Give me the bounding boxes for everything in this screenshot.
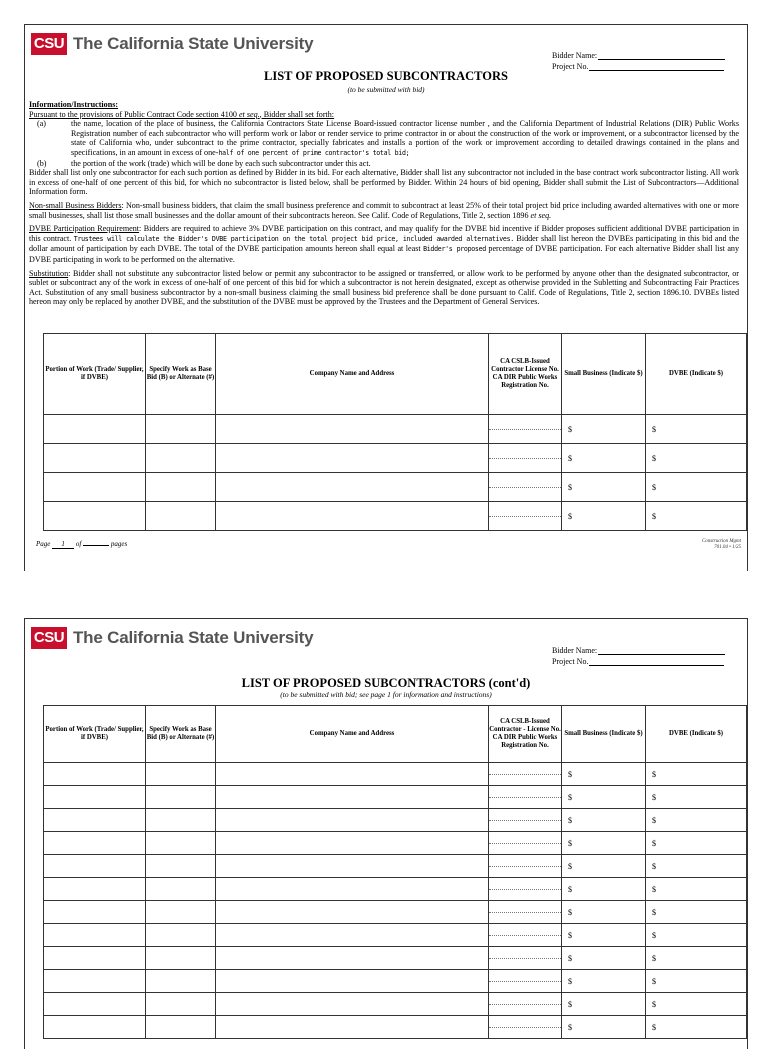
dvbe-cell[interactable] bbox=[646, 993, 747, 1016]
dvbe-cell[interactable] bbox=[646, 763, 747, 786]
page-subtitle: (to be submitted with bid; see page 1 for information and instructions) bbox=[280, 690, 492, 699]
portion-of-work-cell[interactable] bbox=[44, 993, 146, 1016]
specify-work-cell[interactable] bbox=[146, 855, 216, 878]
license-dir-cell[interactable] bbox=[489, 901, 562, 924]
license-dir-divider bbox=[489, 958, 561, 959]
license-dir-divider bbox=[489, 820, 561, 821]
portion-of-work-cell[interactable] bbox=[44, 473, 146, 502]
header-company: Company Name and Address bbox=[216, 334, 489, 415]
currency-symbol: $ bbox=[568, 953, 572, 963]
license-dir-cell[interactable] bbox=[489, 415, 562, 444]
page-counter: Page 1 of pages bbox=[36, 540, 128, 548]
portion-of-work-cell[interactable] bbox=[44, 924, 146, 947]
dvbe-paragraph: DVBE Participation Requirement: Bidders are required to achieve 3% DVBE participation on this contract, and may qualify for the DVBE bid incentive if Bidder proposes sufficient additional DVBE participation in this contract. Trustees will calculate the Bidder's DVBE participation on the total project bid price, included awarded alternatives. Bidder shall list hereon the DVBEs participating in this bid and the dollar amount of participation by each DVBE. The total of the DVBE participation amounts hereon shall equal at least Bidder's proposed percentage of DVBE participation. For each alternative Bidder shall list any DVBE participating in work to be performed on the alternative. bbox=[29, 224, 740, 264]
license-dir-divider bbox=[489, 843, 561, 844]
currency-symbol: $ bbox=[652, 861, 656, 871]
currency-symbol: $ bbox=[568, 976, 572, 986]
company-cell[interactable] bbox=[216, 502, 489, 531]
dvbe-cell[interactable] bbox=[646, 924, 747, 947]
currency-symbol: $ bbox=[568, 792, 572, 802]
portion-of-work-cell[interactable] bbox=[44, 970, 146, 993]
small-business-cell[interactable] bbox=[562, 809, 646, 832]
small-business-cell[interactable] bbox=[562, 993, 646, 1016]
dvbe-cell[interactable] bbox=[646, 473, 747, 502]
company-cell[interactable] bbox=[216, 415, 489, 444]
header-specify-work: Specify Work as Base Bid (B) or Alternate (#) bbox=[146, 334, 216, 415]
specify-work-cell[interactable] bbox=[146, 444, 216, 473]
portion-of-work-cell[interactable] bbox=[44, 878, 146, 901]
small-business-cell[interactable] bbox=[562, 832, 646, 855]
license-dir-cell[interactable] bbox=[489, 855, 562, 878]
form-page-1 bbox=[24, 24, 748, 572]
dvbe-cell[interactable] bbox=[646, 901, 747, 924]
company-cell[interactable] bbox=[216, 855, 489, 878]
small-business-cell[interactable] bbox=[562, 947, 646, 970]
currency-symbol: $ bbox=[652, 792, 656, 802]
instruction-item-b: (b) the portion of the work (trade) which will be done by each such subcontractor under this act. bbox=[37, 158, 371, 168]
license-dir-divider bbox=[489, 458, 561, 459]
specify-work-cell[interactable] bbox=[146, 901, 216, 924]
small-business-cell[interactable] bbox=[562, 855, 646, 878]
table-row bbox=[44, 832, 747, 855]
bidder-info bbox=[552, 644, 725, 666]
currency-symbol: $ bbox=[652, 482, 656, 492]
csu-logo-text: The California State University bbox=[73, 628, 314, 647]
table-row bbox=[44, 1016, 747, 1039]
bidder-name-field[interactable] bbox=[598, 51, 725, 60]
license-dir-cell[interactable] bbox=[489, 947, 562, 970]
license-dir-cell[interactable] bbox=[489, 832, 562, 855]
currency-symbol: $ bbox=[568, 482, 572, 492]
currency-symbol: $ bbox=[568, 907, 572, 917]
portion-of-work-cell[interactable] bbox=[44, 1016, 146, 1039]
portion-of-work-cell[interactable] bbox=[44, 502, 146, 531]
instructions-block bbox=[29, 100, 739, 307]
substitution-paragraph: Substitution: Bidder shall not substitute any subcontractor listed below or permit any subcontractor to be assigned or transferred, or allow work to be performed by anyone other than the designated subcontractor, or sublet or subcontract any of the work in excess of one-half of one percent of this bid for which a subcontractor is not herein designated, except as otherwise provided in the Subletting and Subcontracting Fair Practices Act. Substitution of any small business subcontractor by a non-small business claiming the small business bid preference shall be done pursuant to Calif. Code of Regulations, Title 2, section 1896.10. DVBEs listed hereon may only be replaced by another DVBE, and the substitution of the DVBE must be approved by the Trustees and the Department of General Services. bbox=[29, 268, 739, 307]
specify-work-cell[interactable] bbox=[146, 809, 216, 832]
company-cell[interactable] bbox=[216, 878, 489, 901]
license-dir-divider bbox=[489, 797, 561, 798]
currency-symbol: $ bbox=[652, 884, 656, 894]
currency-symbol: $ bbox=[568, 511, 572, 521]
page-subtitle: (to be submitted with bid) bbox=[347, 85, 425, 94]
header-dvbe: DVBE (Indicate $) bbox=[646, 334, 747, 415]
company-cell[interactable] bbox=[216, 924, 489, 947]
bidder-info bbox=[552, 49, 725, 71]
bidder-name-label: Bidder Name: bbox=[552, 51, 598, 60]
total-pages-field[interactable] bbox=[83, 545, 109, 546]
project-no-label: Project No. bbox=[552, 657, 589, 666]
dvbe-cell[interactable] bbox=[646, 1016, 747, 1039]
subcontractor-table-page-1 bbox=[43, 333, 747, 531]
table-row bbox=[44, 415, 747, 444]
currency-symbol: $ bbox=[652, 838, 656, 848]
currency-symbol: $ bbox=[568, 453, 572, 463]
license-dir-cell[interactable] bbox=[489, 444, 562, 473]
dvbe-cell[interactable] bbox=[646, 809, 747, 832]
small-business-cell[interactable] bbox=[562, 763, 646, 786]
dvbe-cell[interactable] bbox=[646, 855, 747, 878]
specify-work-cell[interactable] bbox=[146, 786, 216, 809]
small-business-cell[interactable] bbox=[562, 924, 646, 947]
currency-symbol: $ bbox=[568, 1022, 572, 1032]
bidder-name-label: Bidder Name: bbox=[552, 646, 598, 655]
specify-work-cell[interactable] bbox=[146, 878, 216, 901]
currency-symbol: $ bbox=[568, 999, 572, 1009]
currency-symbol: $ bbox=[652, 999, 656, 1009]
header-license-dir: CA CSLB-Issued Contractor - License No. CA DIR Public Works Registration No. bbox=[489, 706, 562, 763]
header-license-dir: CA CSLB-Issued Contractor License No. CA DIR Public Works Registration No. bbox=[489, 334, 562, 415]
currency-symbol: $ bbox=[568, 884, 572, 894]
currency-symbol: $ bbox=[652, 953, 656, 963]
company-cell[interactable] bbox=[216, 763, 489, 786]
header-small-business: Small Business (Indicate $) bbox=[562, 706, 646, 763]
subcontractor-table-page-2 bbox=[43, 705, 747, 1039]
small-business-cell[interactable] bbox=[562, 901, 646, 924]
currency-symbol: $ bbox=[652, 769, 656, 779]
company-cell[interactable] bbox=[216, 444, 489, 473]
license-dir-divider bbox=[489, 429, 561, 430]
header-portion-of-work: Portion of Work (Trade/ Supplier, if DVBE) bbox=[44, 706, 146, 763]
page-title: LIST OF PROPOSED SUBCONTRACTORS (cont'd) bbox=[241, 676, 531, 690]
portion-of-work-cell[interactable] bbox=[44, 809, 146, 832]
dvbe-cell[interactable] bbox=[646, 786, 747, 809]
table-row bbox=[44, 970, 747, 993]
table-row bbox=[44, 444, 747, 473]
small-business-cell[interactable] bbox=[562, 878, 646, 901]
license-dir-cell[interactable] bbox=[489, 473, 562, 502]
currency-symbol: $ bbox=[568, 861, 572, 871]
specify-work-cell[interactable] bbox=[146, 993, 216, 1016]
bidder-name-field[interactable] bbox=[598, 646, 725, 655]
license-dir-cell[interactable] bbox=[489, 809, 562, 832]
table-row bbox=[44, 786, 747, 809]
currency-symbol: $ bbox=[652, 907, 656, 917]
table-body-page-2 bbox=[44, 763, 747, 1039]
csu-logo-text: The California State University bbox=[73, 34, 314, 53]
license-dir-divider bbox=[489, 866, 561, 867]
portion-of-work-cell[interactable] bbox=[44, 786, 146, 809]
csu-logo-mark: CSU bbox=[31, 627, 67, 649]
company-cell[interactable] bbox=[216, 947, 489, 970]
license-dir-divider bbox=[489, 516, 561, 517]
dvbe-cell[interactable] bbox=[646, 415, 747, 444]
csu-logo-mark: CSU bbox=[31, 33, 67, 55]
page-gap bbox=[0, 571, 768, 617]
table-row bbox=[44, 993, 747, 1016]
table-row bbox=[44, 502, 747, 531]
specify-work-cell[interactable] bbox=[146, 947, 216, 970]
small-business-cell[interactable] bbox=[562, 1016, 646, 1039]
license-dir-divider bbox=[489, 935, 561, 936]
small-business-cell[interactable] bbox=[562, 415, 646, 444]
company-cell[interactable] bbox=[216, 1016, 489, 1039]
license-dir-divider bbox=[489, 981, 561, 982]
currency-symbol: $ bbox=[568, 424, 572, 434]
currency-symbol: $ bbox=[652, 424, 656, 434]
specify-work-cell[interactable] bbox=[146, 832, 216, 855]
small-business-cell[interactable] bbox=[562, 786, 646, 809]
license-dir-divider bbox=[489, 1004, 561, 1005]
company-cell[interactable] bbox=[216, 809, 489, 832]
small-business-cell[interactable] bbox=[562, 970, 646, 993]
portion-of-work-cell[interactable] bbox=[44, 415, 146, 444]
license-dir-cell[interactable] bbox=[489, 878, 562, 901]
license-dir-divider bbox=[489, 912, 561, 913]
form-reference: Construction Mgmt 701.04 • 1/25 bbox=[701, 539, 741, 550]
currency-symbol: $ bbox=[568, 930, 572, 940]
header-small-business: Small Business (Indicate $) bbox=[562, 334, 646, 415]
table-row bbox=[44, 878, 747, 901]
instruction-item-a: (a) the name, location of the place of business, the California Contractors State License Board-issued contractor license number , and the California Department of Industrial Relations (DIR) Public Works Registration number of each subcontractor who will perform work or labor or render service to prime contractor in or about the construction of the work or improvement, or a subcontractor licensed by the state of California who, under subcontract to the prime contractor, specially fabricates and installs a portion of the work or improvement according to detailed drawings contained in the plans and specifications, in an amount in excess of one-half of one percent of prime contractor's total bid; bbox=[37, 119, 739, 157]
portion-of-work-cell[interactable] bbox=[44, 901, 146, 924]
small-business-cell[interactable] bbox=[562, 502, 646, 531]
specify-work-cell[interactable] bbox=[146, 924, 216, 947]
currency-symbol: $ bbox=[652, 511, 656, 521]
company-cell[interactable] bbox=[216, 473, 489, 502]
license-dir-cell[interactable] bbox=[489, 1016, 562, 1039]
currency-symbol: $ bbox=[568, 815, 572, 825]
license-dir-cell[interactable] bbox=[489, 993, 562, 1016]
currency-symbol: $ bbox=[652, 1022, 656, 1032]
portion-of-work-cell[interactable] bbox=[44, 444, 146, 473]
currency-symbol: $ bbox=[652, 976, 656, 986]
license-dir-cell[interactable] bbox=[489, 970, 562, 993]
company-cell[interactable] bbox=[216, 786, 489, 809]
specify-work-cell[interactable] bbox=[146, 415, 216, 444]
page-number[interactable]: 1 bbox=[52, 540, 74, 549]
header-portion-of-work: Portion of Work (Trade/ Supplier, if DVBE) bbox=[44, 334, 146, 415]
company-cell[interactable] bbox=[216, 993, 489, 1016]
currency-symbol: $ bbox=[568, 838, 572, 848]
license-dir-cell[interactable] bbox=[489, 763, 562, 786]
specify-work-cell[interactable] bbox=[146, 1016, 216, 1039]
portion-of-work-cell[interactable] bbox=[44, 763, 146, 786]
table-row bbox=[44, 924, 747, 947]
license-dir-divider bbox=[489, 487, 561, 488]
table-row bbox=[44, 855, 747, 878]
license-dir-cell[interactable] bbox=[489, 502, 562, 531]
header-dvbe: DVBE (Indicate $) bbox=[646, 706, 747, 763]
license-dir-cell[interactable] bbox=[489, 786, 562, 809]
specify-work-cell[interactable] bbox=[146, 970, 216, 993]
specify-work-cell[interactable] bbox=[146, 473, 216, 502]
dvbe-cell[interactable] bbox=[646, 444, 747, 473]
project-no-field[interactable] bbox=[589, 657, 724, 666]
license-dir-cell[interactable] bbox=[489, 924, 562, 947]
listing-paragraph: Bidder shall list only one subcontractor for each such portion as defined by Bidder in its bid. For each alternative, Bidder shall list any subcontractor not included in the base contract work subcontractor listing. All work in excess of one-half of one percent of this bid, for which no subcontractor is listed below, shall be performed by Bidder. Within 24 hours of bid opening, Bidder shall submit the List of Subcontractors—Additional Information form. bbox=[29, 168, 739, 197]
small-business-cell[interactable] bbox=[562, 444, 646, 473]
currency-symbol: $ bbox=[652, 930, 656, 940]
license-dir-divider bbox=[489, 889, 561, 890]
company-cell[interactable] bbox=[216, 901, 489, 924]
currency-symbol: $ bbox=[652, 815, 656, 825]
dvbe-cell[interactable] bbox=[646, 502, 747, 531]
csu-logo bbox=[31, 33, 313, 55]
dvbe-cell[interactable] bbox=[646, 970, 747, 993]
currency-symbol: $ bbox=[568, 769, 572, 779]
table-row bbox=[44, 901, 747, 924]
header-specify-work: Specify Work as Base Bid (B) or Alternate (#) bbox=[146, 706, 216, 763]
header-company: Company Name and Address bbox=[216, 706, 489, 763]
project-no-label: Project No. bbox=[552, 62, 589, 71]
instructions-heading: Information/Instructions: bbox=[29, 100, 119, 109]
company-cell[interactable] bbox=[216, 832, 489, 855]
table-row bbox=[44, 763, 747, 786]
dvbe-cell[interactable] bbox=[646, 832, 747, 855]
portion-of-work-cell[interactable] bbox=[44, 832, 146, 855]
portion-of-work-cell[interactable] bbox=[44, 947, 146, 970]
table-row bbox=[44, 473, 747, 502]
form-page-2 bbox=[24, 618, 748, 1049]
specify-work-cell[interactable] bbox=[146, 763, 216, 786]
small-business-cell[interactable] bbox=[562, 473, 646, 502]
dvbe-cell[interactable] bbox=[646, 947, 747, 970]
license-dir-divider bbox=[489, 1027, 561, 1028]
currency-symbol: $ bbox=[652, 453, 656, 463]
page-title: LIST OF PROPOSED SUBCONTRACTORS bbox=[264, 69, 508, 83]
table-row bbox=[44, 809, 747, 832]
specify-work-cell[interactable] bbox=[146, 502, 216, 531]
portion-of-work-cell[interactable] bbox=[44, 855, 146, 878]
table-body-page-1 bbox=[44, 415, 747, 531]
company-cell[interactable] bbox=[216, 970, 489, 993]
instructions-intro: Pursuant to the provisions of Public Contract Code section 4100 et seq., Bidder shall set forth: bbox=[29, 109, 335, 119]
dvbe-cell[interactable] bbox=[646, 878, 747, 901]
table-row bbox=[44, 947, 747, 970]
csu-logo bbox=[31, 627, 313, 649]
license-dir-divider bbox=[489, 774, 561, 775]
non-small-business-paragraph: Non-small Business Bidders: Non-small business bidders, that claim the small business preference and commit to subcontract at least 25% of their total project bid price including awarded alternatives with one or more small businesses, shall list those small businesses and the dollar amount of their subcontracts hereon. See Calif. Code of Regulations, Title 2, section 1896 et seq. bbox=[29, 200, 739, 220]
